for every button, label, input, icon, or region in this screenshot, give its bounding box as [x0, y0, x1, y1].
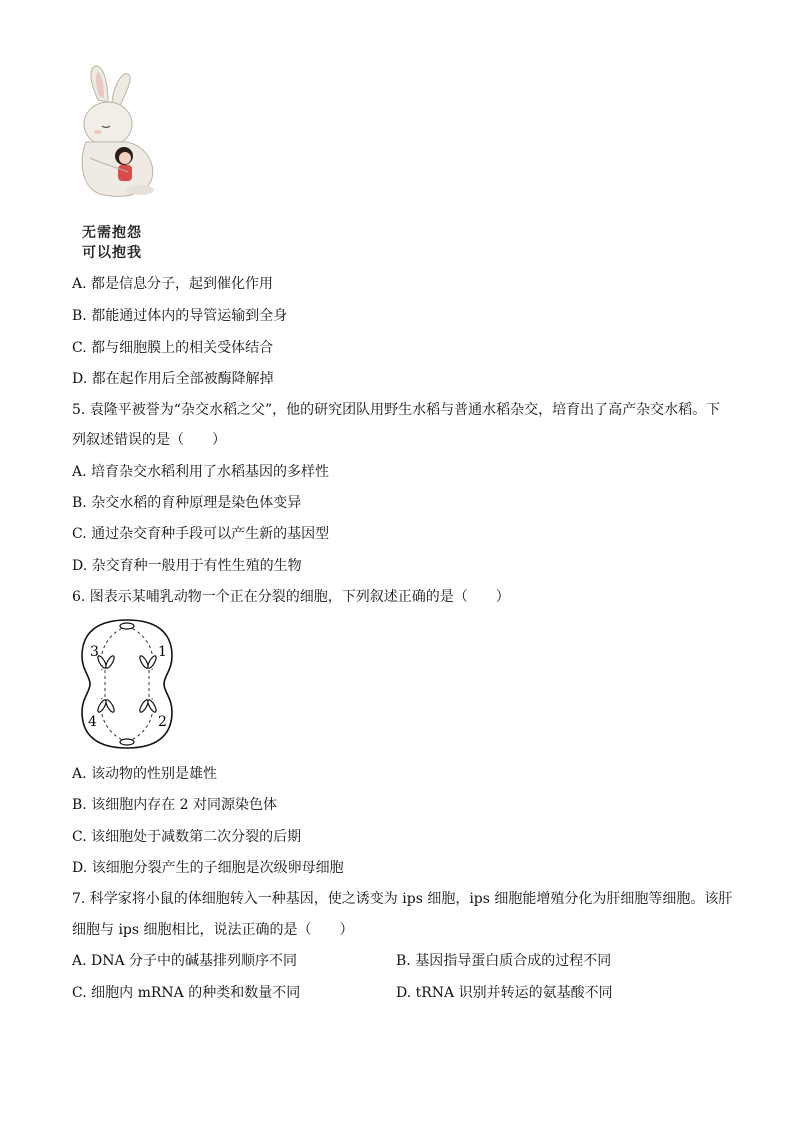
- centriole-bottom: [120, 739, 134, 745]
- rabbit-illustration: [68, 62, 178, 202]
- q5-option-c: C. 通过杂交育种手段可以产生新的基因型: [72, 526, 330, 542]
- q7-option-a: A. DNA 分子中的碱基排列顺序不同: [72, 953, 298, 969]
- sticker-caption-line1: 无需抱怨: [82, 225, 142, 241]
- chromosome-label-3: 3: [90, 644, 99, 660]
- q6-option-a: A. 该动物的性别是雄性: [72, 766, 218, 782]
- q7-option-d: D. tRNA 识别并转运的氨基酸不同: [396, 985, 613, 1001]
- q4-option-c: C. 都与细胞膜上的相关受体结合: [72, 340, 274, 356]
- dividing-cell-figure: [72, 614, 182, 754]
- q7-stem-line2: 细胞与 ips 细胞相比，说法正确的是（ ）: [72, 922, 354, 938]
- q7-stem-line1: 7. 科学家将小鼠的体细胞转入一种基因，使之诱变为 ips 细胞，ips 细胞能增殖分化为肝细胞等细胞。该肝: [72, 891, 733, 907]
- q4-option-d: D. 都在起作用后全部被酶降解掉: [72, 371, 274, 387]
- q6-option-c: C. 该细胞处于减数第二次分裂的后期: [72, 829, 302, 845]
- q7-option-b: B. 基因指导蛋白质合成的过程不同: [396, 953, 612, 969]
- q4-option-a: A. 都是信息分子，起到催化作用: [72, 276, 274, 292]
- q5-option-b: B. 杂交水稻的育种原理是染色体变异: [72, 495, 302, 511]
- q6-option-b: B. 该细胞内存在 2 对同源染色体: [72, 797, 277, 813]
- sticker-caption-line2: 可以抱我: [82, 245, 142, 261]
- q6-stem: 6. 图表示某哺乳动物一个正在分裂的细胞，下列叙述正确的是（ ）: [72, 589, 510, 605]
- chromosome-label-2: 2: [158, 714, 167, 730]
- q6-option-d: D. 该细胞分裂产生的子细胞是次级卵母细胞: [72, 860, 344, 876]
- cell-diagram: [72, 614, 182, 754]
- chromosome-label-1: 1: [158, 644, 167, 660]
- q7-option-c: C. 细胞内 mRNA 的种类和数量不同: [72, 985, 301, 1001]
- rabbit-hug-sticker: [68, 62, 178, 262]
- q5-stem-line1: 5. 袁隆平被誉为“杂交水稻之父”，他的研究团队用野生水稻与普通水稻杂交，培育出了高产杂交水稻。下: [72, 402, 721, 418]
- q5-option-a: A. 培育杂交水稻利用了水稻基因的多样性: [72, 464, 330, 480]
- q4-option-b: B. 都能通过体内的导管运输到全身: [72, 308, 288, 324]
- chromosome-label-4: 4: [88, 714, 97, 730]
- q5-stem-line2: 列叙述错误的是（ ）: [72, 432, 226, 448]
- q5-option-d: D. 杂交育种一般用于有性生殖的生物: [72, 558, 302, 574]
- centriole-top: [120, 623, 134, 629]
